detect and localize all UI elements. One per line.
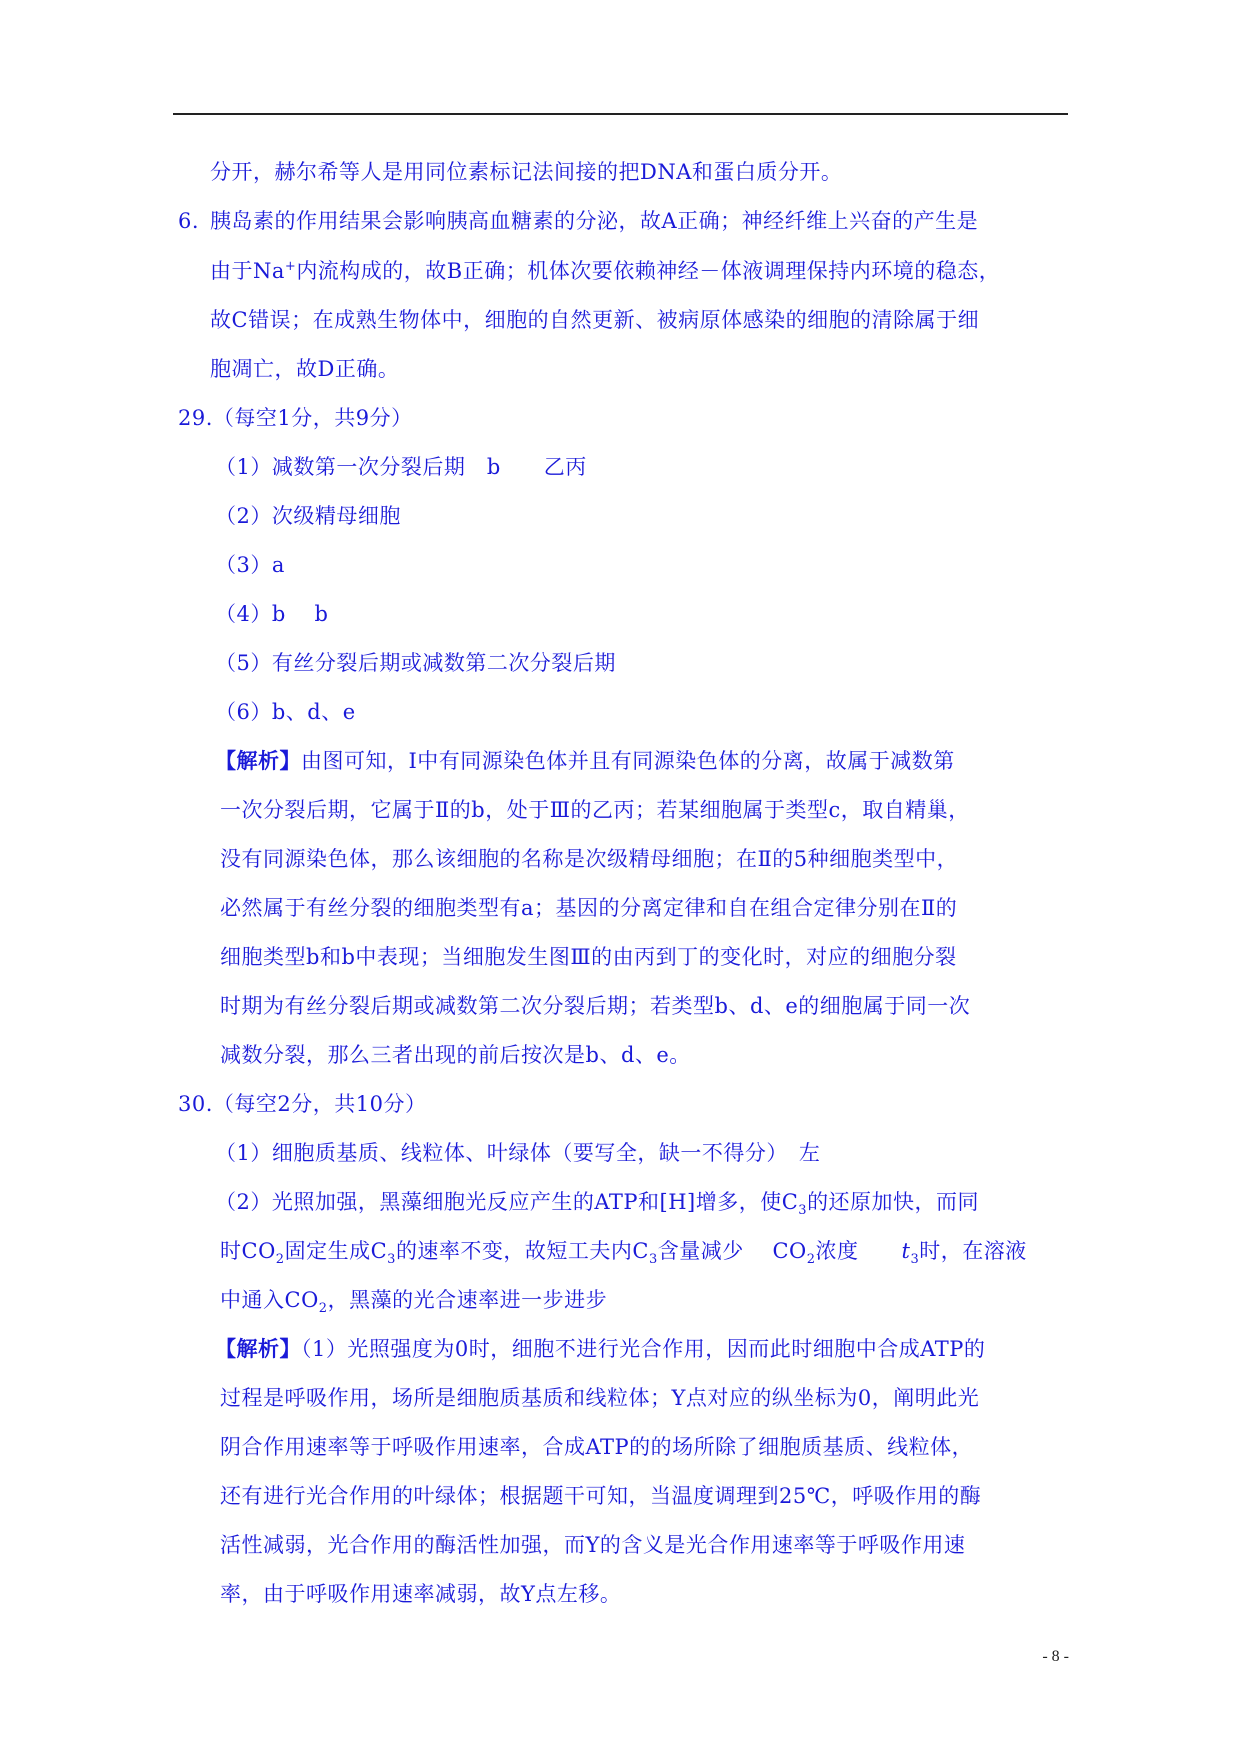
q30-answer-2: （2）光照加强，黑藻细胞光反应产生的ATP和[H]增多，使$C_3$的还原加快，而同 xyxy=(215,1190,980,1219)
q29-analysis-3: 没有同源染色体，那么该细胞的名称是次级精母细胞；在Ⅱ的5种细胞类型中， xyxy=(220,847,959,871)
page-number: - 8 - xyxy=(1042,1648,1069,1665)
q29-answer-2: （2）次级精母细胞 xyxy=(215,504,401,528)
q30-analysis-6: 率，由于呼吸作用速率减弱，故Y点左移。 xyxy=(220,1582,622,1606)
q30-answer-1: （1）细胞质基质、线粒体、叶绿体（要写全，缺一不得分） 左 xyxy=(215,1141,821,1165)
q30-answer-2-cont: 时$CO_2$固定生成$C_3$的速率不变，故短工夫内$C_3$含量减少 $CO_2$浓度 $t_3$时，在溶液 xyxy=(220,1239,1027,1268)
q5-line-1: 分开，赫尔希等人是用同位素标记法间接的把DNA和蛋白质分开。 xyxy=(210,160,843,184)
q30-header: 30.（每空2分，共10分） xyxy=(178,1092,427,1116)
q29-header: 29.（每空1分，共9分） xyxy=(178,406,413,430)
q30-analysis-3: 阴合作用速率等于呼吸作用速率，合成ATP的的场所除了细胞质基质、线粒体， xyxy=(220,1435,974,1459)
q29-analysis-1: 【解析】由图可知，Ⅰ中有同源染色体并且有同源染色体的分离，故属于减数第 xyxy=(215,748,955,773)
q29-answer-1: （1）减数第一次分裂后期 b 乙丙 xyxy=(215,455,587,479)
q29-answer-6: （6）b、d、e xyxy=(215,700,356,724)
q30-analysis-4: 还有进行光合作用的叶绿体；根据题干可知，当温度调理到25℃，呼吸作用的酶 xyxy=(220,1484,982,1508)
q29-analysis-2: 一次分裂后期，它属于Ⅱ的b，处于Ⅲ的乙丙；若某细胞属于类型c，取自精巢， xyxy=(220,798,970,822)
q29-answer-4: （4）b b xyxy=(215,602,329,626)
q29-analysis-4: 必然属于有丝分裂的细胞类型有a；基因的分离定律和自在组合定律分别在Ⅱ的 xyxy=(220,896,958,920)
analysis-label: 【解析】 xyxy=(215,748,301,773)
q6-line-1: 胰岛素的作用结果会影响胰高血糖素的分泌，故A正确；神经纤维上兴奋的产生是 xyxy=(210,209,979,233)
q6-line-2: 由于Na+内流构成的，故B正确；机体次要依赖神经－体液调理保持内环境的稳态， xyxy=(210,259,1001,283)
q6-line-4: 胞凋亡，故D正确。 xyxy=(210,357,400,381)
q30-answer-2-end: 中通入$CO_2$，黑藻的光合速率进一步进步 xyxy=(220,1288,608,1317)
q6-number: 6. xyxy=(178,209,200,233)
q29-analysis-7: 减数分裂，那么三者出现的前后按次是b、d、e。 xyxy=(220,1043,691,1067)
q29-answer-3: （3）a xyxy=(215,553,285,577)
q29-analysis-6: 时期为有丝分裂后期或减数第二次分裂后期；若类型b、d、e的细胞属于同一次 xyxy=(220,994,971,1018)
q29-analysis-5: 细胞类型b和b中表现；当细胞发生图Ⅲ的由丙到丁的变化时，对应的细胞分裂 xyxy=(220,945,957,969)
q29-answer-5: （5）有丝分裂后期或减数第二次分裂后期 xyxy=(215,651,616,675)
q30-analysis-2: 过程是呼吸作用，场所是细胞质基质和线粒体；Y点对应的纵坐标为0，阐明此光 xyxy=(220,1386,980,1410)
analysis-label: 【解析】 xyxy=(215,1336,301,1361)
q6-line-3: 故C错误；在成熟生物体中，细胞的自然更新、被病原体感染的细胞的清除属于细 xyxy=(210,308,980,332)
q30-analysis-1: 【解析】（1）光照强度为0时，细胞不进行光合作用，因而此时细胞中合成ATP的 xyxy=(215,1336,986,1361)
q30-analysis-5: 活性减弱，光合作用的酶活性加强，而Y的含义是光合作用速率等于呼吸作用速 xyxy=(220,1533,966,1557)
header-rule xyxy=(173,113,1068,115)
